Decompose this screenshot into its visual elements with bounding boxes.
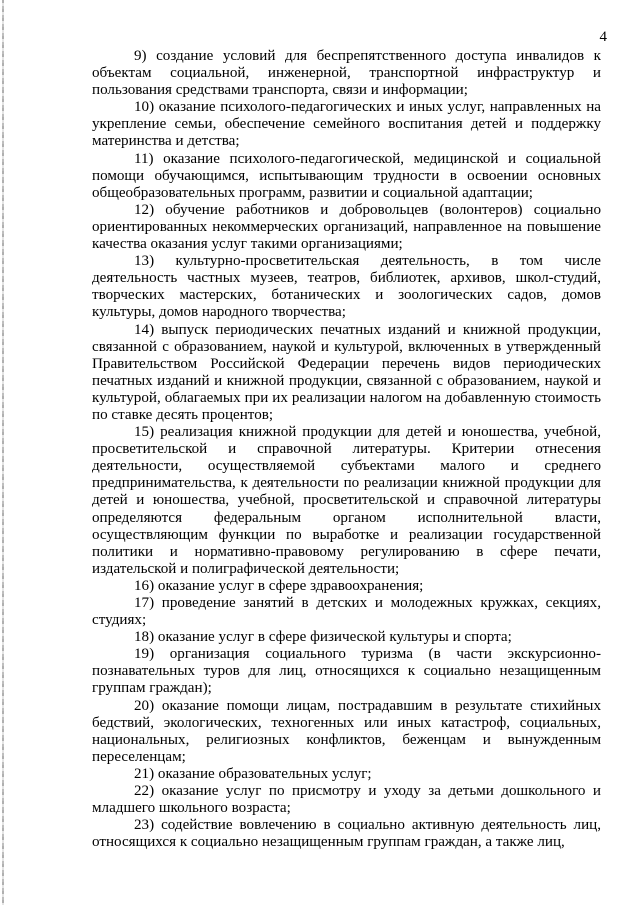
list-item-19: 19) организация социального туризма (в части экскурсионно-познавательных туров для лиц, относящихся к социально незащищенным группам граждан); [92,646,601,697]
list-item-10: 10) оказание психолого-педагогических и иных услуг, направленных на укрепление семьи, обеспечение семейного воспитания детей и поддержку материнства и детства; [92,99,601,150]
list-item-14: 14) выпуск периодических печатных изданий и книжной продукции, связанной с образованием, наукой и культурой, включенных в утвержденный Правительством Российской Федерации перечень видов периодических печатных изданий и книжной продукции, связанной с образованием, наукой и культурой, облагаемых при их реализации налогом на добавленную стоимость по ставке десять процентов; [92,321,601,423]
body-text [92,48,601,851]
list-item-13: 13) культурно-просветительская деятельность, в том числе деятельность частных музеев, театров, библиотек, архивов, школ-студий, творческих мастерских, ботанических и зоологических садов, домов культуры, домов народного творчества; [92,253,601,321]
page-number: 4 [599,29,607,45]
list-item-23: 23) содействие вовлечению в социально активную деятельность лиц, относящихся к социально незащищенным группам граждан, а также лиц, [92,817,601,851]
list-item-16: 16) оказание услуг в сфере здравоохранения; [134,577,424,594]
list-item-21: 21) оказание образовательных услуг; [134,765,372,782]
list-item-17: 17) проведение занятий в детских и молодежных кружках, секциях, студиях; [92,595,601,629]
list-item-15: 15) реализация книжной продукции для детей и юношества, учебной, просветительской и справочной литературы. Критерии отнесения деятельности, осуществляемой субъектами малого и среднего предпринимательства, к деятельности по реализации книжной продукции для детей и юношества, учебной, просветительской и справочной литературы определяются федеральным органом исполнительной власти, осуществляющим функции по выработке и реализации государственной политики и нормативно-правовому регулированию в сфере печати, издательской и полиграфической деятельности; [92,424,601,577]
list-item-18: 18) оказание услуг в сфере физической культуры и спорта; [134,629,512,646]
list-item-12: 12) обучение работников и добровольцев (волонтеров) социально ориентированных некоммерческих организаций, направленное на повышение качества оказания услуг такими организациями; [92,201,601,253]
list-item-20: 20) оказание помощи лицам, пострадавшим в результате стихийных бедствий, экологических, техногенных или иных катастроф, социальных, национальных, религиозных конфликтов, беженцам и вынужденным переселенцам; [92,697,601,765]
list-item-9: 9) создание условий для беспрепятственного доступа инвалидов к объектам социальной, инженерной, транспортной инфраструктур и пользования средствами транспорта, связи и информации; [92,48,601,99]
list-item-11: 11) оказание психолого-педагогической, медицинской и социальной помощи обучающимся, испытывающим трудности в освоении основных общеобразовательных программ, развитии и социальной адаптации; [92,150,601,201]
list-item-22: 22) оказание услуг по присмотру и уходу за детьми дошкольного и младшего школьного возраста; [92,783,601,817]
scan-edge-artifact [2,0,4,905]
